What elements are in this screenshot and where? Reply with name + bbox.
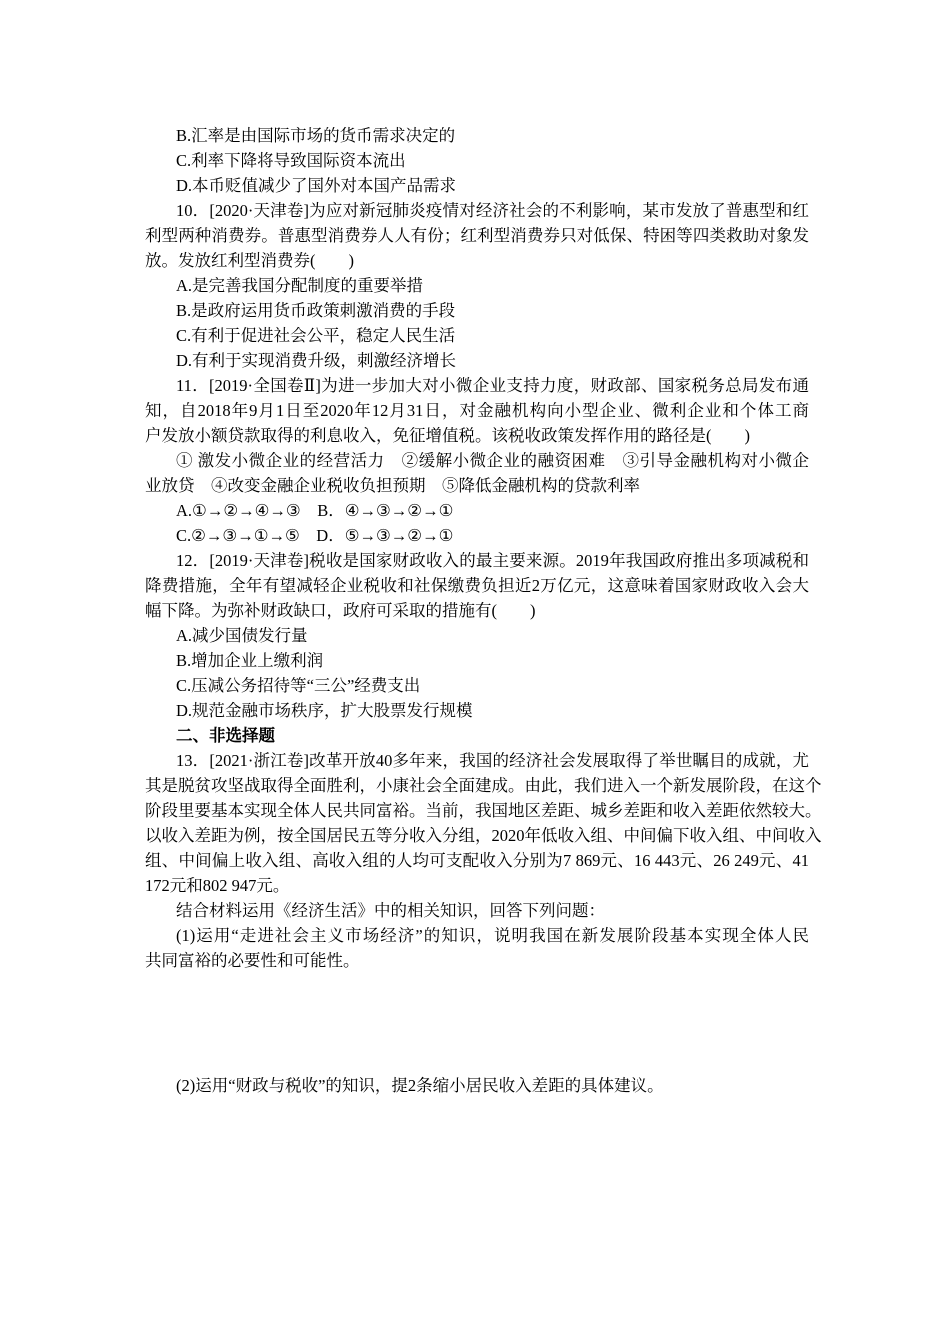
q12-option-c: C.压减公务招待等“三公”经费支出 — [176, 676, 421, 695]
q11-options-cd: C.②→③→①→⑤ D．⑤→③→②→① — [176, 526, 454, 545]
q13-material-line: 13．[2021·浙江卷]改革开放40多年来，我国的经济社会发展取得了举世瞩目的成就，尤 — [176, 751, 809, 770]
q13-sub1-line: 共同富裕的必要性和可能性。 — [145, 951, 360, 970]
q13-sub1-line: (1)运用“走进社会主义市场经济”的知识，说明我国在新发展阶段基本实现全体人民 — [176, 926, 809, 945]
q11-stem-line: 知，自2018年9月1日至2020年12月31日，对金融机构向小型企业、微利企业和个体工商 — [145, 401, 809, 420]
q10-stem-line: 利型两种消费券。普惠型消费券人人有份；红利型消费券只对低保、特困等四类救助对象发 — [145, 226, 809, 245]
q12-option-b: B.增加企业上缴利润 — [176, 651, 324, 670]
q10-stem-line: 放。发放红利型消费券( ) — [145, 251, 354, 270]
q13-sub2: (2)运用“财政与税收”的知识，提2条缩小居民收入差距的具体建议。 — [176, 1076, 664, 1095]
q10-option-d: D.有利于实现消费升级，刺激经济增长 — [176, 351, 457, 370]
q10-stem-line: 10．[2020·天津卷]为应对新冠肺炎疫情对经济社会的不利影响，某市发放了普惠型和红 — [176, 201, 809, 220]
q13-material-line: 组、中间偏上收入组、高收入组的人均可支配收入分别为7 869元、16 443元、26 249元、41 — [145, 851, 809, 870]
q11-items-line: 业放贷 ④改变金融企业税收负担预期 ⑤降低金融机构的贷款利率 — [145, 476, 640, 495]
q12-option-a: A.减少国债发行量 — [176, 626, 308, 645]
q13-material-line: 其是脱贫攻坚战取得全面胜利，小康社会全面建成。由此，我们进入一个新发展阶段，在这个 — [145, 776, 822, 795]
q11-stem-line: 11．[2019·全国卷Ⅱ]为进一步加大对小微企业支持力度，财政部、国家税务总局发布通 — [176, 376, 809, 395]
q12-stem-line: 降费措施，全年有望减轻企业税收和社保缴费负担近2万亿元，这意味着国家财政收入会大 — [145, 576, 809, 595]
q9-option-b: B.汇率是由国际市场的货币需求决定的 — [176, 126, 456, 145]
q13-instruction: 结合材料运用《经济生活》中的相关知识，回答下列问题： — [176, 901, 605, 920]
q12-stem-line: 幅下降。为弥补财政缺口，政府可采取的措施有( ) — [145, 601, 536, 620]
q9-option-d: D.本币贬值减少了国外对本国产品需求 — [176, 176, 457, 195]
q9-option-c: C.利率下降将导致国际资本流出 — [176, 151, 406, 170]
q13-material-line: 阶段里要基本实现全体人民共同富裕。当前，我国地区差距、城乡差距和收入差距依然较大。 — [145, 801, 822, 820]
section-title: 二、非选择题 — [176, 726, 275, 745]
q12-stem-line: 12．[2019·天津卷]税收是国家财政收入的最主要来源。2019年我国政府推出多项减税和 — [176, 551, 809, 570]
q11-items-line: ① 激发小微企业的经营活力 ②缓解小微企业的融资困难 ③引导金融机构对小微企 — [176, 451, 809, 470]
q11-stem-line: 户发放小额贷款取得的利息收入，免征增值税。该税收政策发挥作用的路径是( ) — [145, 426, 750, 445]
q10-option-a: A.是完善我国分配制度的重要举措 — [176, 276, 424, 295]
q11-options-ab: A.①→②→④→③ B．④→③→②→① — [176, 501, 454, 520]
q12-option-d: D.规范金融市场秩序，扩大股票发行规模 — [176, 701, 473, 720]
q10-option-c: C.有利于促进社会公平，稳定人民生活 — [176, 326, 456, 345]
q10-option-b: B.是政府运用货币政策刺激消费的手段 — [176, 301, 456, 320]
q13-material-line: 172元和802 947元。 — [145, 876, 290, 895]
q13-material-line: 以收入差距为例，按全国居民五等分收入分组，2020年低收入组、中间偏下收入组、中间收入 — [145, 826, 822, 845]
